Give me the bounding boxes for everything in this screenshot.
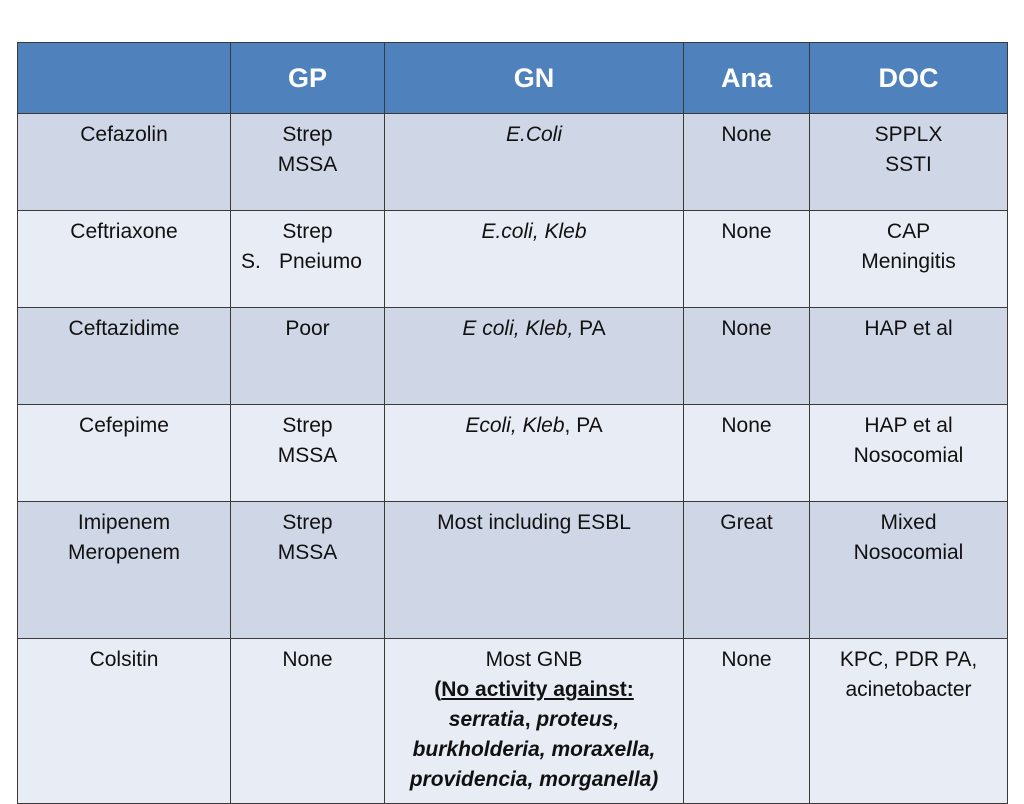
- doc-cell: [810, 114, 1008, 211]
- doc-cell: [810, 211, 1008, 308]
- doc-cell: [810, 405, 1008, 502]
- gn-text: [385, 314, 683, 344]
- ana-text: None: [721, 123, 772, 146]
- gn-text: Most GNB: [485, 648, 583, 671]
- gn-organism: proteus,: [536, 708, 620, 731]
- gn-comma: ,: [524, 708, 537, 731]
- doc-text: Nosocomial: [853, 444, 964, 467]
- header-gn: GN: [385, 43, 684, 114]
- gp-text: Pneiumo: [279, 250, 362, 273]
- ana-cell: [684, 639, 810, 804]
- gn-no-activity: No activity against:: [441, 678, 634, 701]
- gp-text: Strep: [282, 123, 333, 146]
- gn-organism: serratia: [448, 708, 525, 731]
- gn-italic: Ecoli, Kleb: [465, 414, 565, 437]
- drug-name: Imipenem: [77, 511, 171, 534]
- gp-list-marker: S.: [241, 250, 261, 273]
- doc-cell: [810, 502, 1008, 639]
- drug-name: Ceftriaxone: [70, 220, 178, 243]
- antibiotic-coverage-table: [17, 42, 1008, 804]
- gn-text: Most including ESBL: [437, 511, 631, 534]
- gn-cell: [385, 502, 684, 639]
- gn-text: [385, 675, 683, 705]
- ana-text: None: [721, 220, 772, 243]
- ana-text: None: [721, 414, 772, 437]
- ana-text: None: [721, 648, 772, 671]
- ana-cell: [684, 502, 810, 639]
- gn-text: E.coli, Kleb: [481, 220, 587, 243]
- drug-cell: [18, 114, 231, 211]
- drug-cell: [18, 308, 231, 405]
- gp-text: None: [282, 648, 333, 671]
- gp-cell: [231, 405, 385, 502]
- gp-text: Poor: [285, 317, 330, 340]
- table-row: [18, 211, 1008, 308]
- ana-cell: [684, 405, 810, 502]
- header-row: [18, 43, 1008, 114]
- ana-cell: [684, 211, 810, 308]
- gp-text: MSSA: [277, 444, 338, 467]
- doc-text: Meningitis: [861, 250, 956, 273]
- doc-text: acinetobacter: [845, 678, 972, 701]
- gp-cell: [231, 211, 385, 308]
- header-ana: Ana: [684, 43, 810, 114]
- gn-cell: [385, 405, 684, 502]
- doc-text: Mixed: [880, 511, 937, 534]
- header-gp: GP: [231, 43, 385, 114]
- table-row: [18, 308, 1008, 405]
- ana-text: None: [721, 317, 772, 340]
- gn-cell: [385, 308, 684, 405]
- gp-cell: [231, 114, 385, 211]
- gp-cell: [231, 308, 385, 405]
- drug-name: Cefazolin: [80, 123, 168, 146]
- drug-cell: [18, 405, 231, 502]
- table-row: [18, 405, 1008, 502]
- header-doc: DOC: [810, 43, 1008, 114]
- drug-cell: [18, 211, 231, 308]
- gp-cell: [231, 502, 385, 639]
- ana-cell: [684, 114, 810, 211]
- ana-cell: [684, 308, 810, 405]
- gp-text: MSSA: [277, 541, 338, 564]
- gn-cell: [385, 211, 684, 308]
- gn-text: providencia, morganella): [409, 768, 659, 791]
- doc-cell: [810, 308, 1008, 405]
- doc-text: CAP: [886, 220, 931, 243]
- doc-text: Nosocomial: [853, 541, 964, 564]
- gp-text: Strep: [282, 414, 333, 437]
- drug-cell: [18, 502, 231, 639]
- header-drug: [18, 43, 231, 114]
- table-row: [18, 502, 1008, 639]
- gp-text: Strep: [282, 220, 333, 243]
- gn-cell: [385, 114, 684, 211]
- table-row: [18, 114, 1008, 211]
- gp-text: MSSA: [277, 153, 338, 176]
- doc-text: SSTI: [885, 153, 932, 176]
- gn-text: [385, 411, 683, 441]
- gn-plain: , PA: [564, 414, 603, 437]
- gn-text: [385, 705, 683, 735]
- drug-name: Meropenem: [67, 541, 181, 564]
- doc-text: SPPLX: [874, 123, 943, 146]
- doc-text: KPC, PDR PA,: [839, 648, 978, 671]
- gp-text: Strep: [282, 511, 333, 534]
- doc-cell: [810, 639, 1008, 804]
- gn-cell: [385, 639, 684, 804]
- drug-name: Colsitin: [89, 648, 159, 671]
- gn-plain: PA: [573, 317, 606, 340]
- gn-italic: E coli, Kleb,: [462, 317, 574, 340]
- table-row: [18, 639, 1008, 804]
- doc-text: HAP et al: [864, 317, 953, 340]
- gp-list-item: [231, 247, 384, 277]
- drug-name: Ceftazidime: [68, 317, 180, 340]
- gn-text: E.Coli: [505, 123, 563, 146]
- doc-text: HAP et al: [864, 414, 953, 437]
- ana-text: Great: [720, 511, 773, 534]
- gn-text: burkholderia, moraxella,: [412, 738, 656, 761]
- drug-name: Cefepime: [79, 414, 169, 437]
- gn-open-paren: (: [434, 678, 442, 701]
- gp-cell: [231, 639, 385, 804]
- drug-cell: [18, 639, 231, 804]
